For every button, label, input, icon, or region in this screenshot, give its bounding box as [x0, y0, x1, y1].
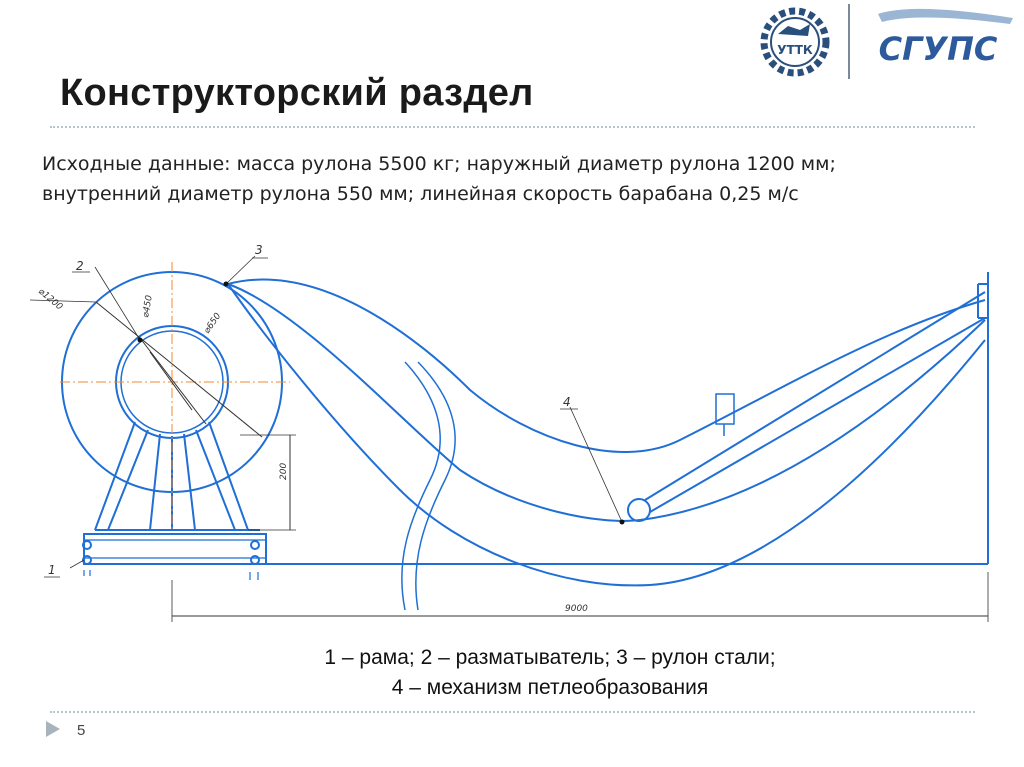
bullet-arrow-icon — [42, 718, 64, 740]
break-line — [402, 362, 440, 610]
dim-outer-label: ⌀1200 — [36, 286, 65, 313]
page-number: 5 — [77, 722, 86, 739]
strip-curve-middle — [228, 284, 985, 521]
right-stand — [978, 272, 988, 564]
dim-inner-label: ⌀650 — [202, 311, 224, 336]
dim-height-label: 200 — [279, 462, 289, 480]
callout-4: 4 — [563, 395, 571, 409]
page-title: Конструкторский раздел — [60, 72, 534, 114]
loop-arm — [645, 292, 985, 512]
sgups-logo-text: СГУПС — [878, 30, 998, 68]
bottom-divider — [50, 711, 975, 713]
dim-length-label: 9000 — [565, 604, 588, 614]
legend-line-2: 4 – механизм петлеобразования — [391, 676, 709, 699]
dim-inner-line — [140, 338, 206, 424]
dim-outer-line — [96, 302, 262, 437]
intro-line-1: Исходные данные: масса рулона 5500 кг; наружный диаметр рулона 1200 мм; — [42, 153, 836, 175]
uttk-logo-text: УТТК — [777, 43, 813, 57]
legend-line-1: 1 – рама; 2 – разматыватель; 3 – рулон стали; — [324, 646, 776, 669]
callout-3: 3 — [255, 243, 263, 257]
strip-curve-lower — [228, 284, 985, 585]
dim-bore-line — [150, 352, 192, 410]
frame — [83, 422, 266, 580]
loop-roller — [628, 499, 650, 521]
callout-1: 1 — [48, 563, 56, 577]
dim-bore-label: ⌀450 — [141, 294, 155, 319]
intro-line-2: внутренний диаметр рулона 550 мм; линейная скорость барабана 0,25 м/с — [42, 183, 799, 205]
callout-2: 2 — [76, 259, 84, 273]
